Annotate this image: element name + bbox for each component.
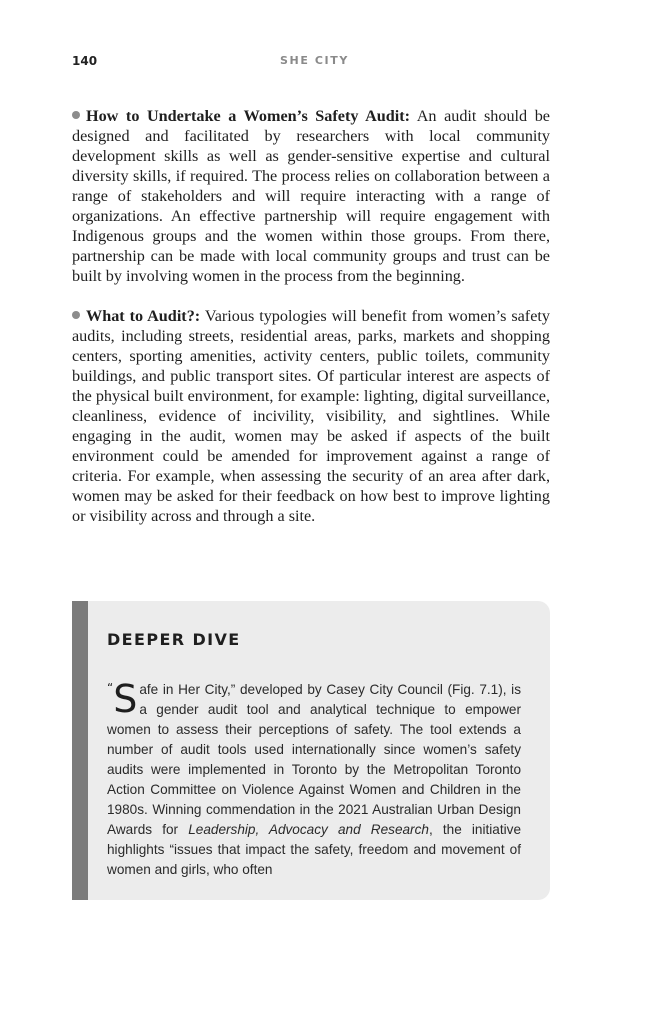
page-header [72,54,550,72]
deeper-dive-box [72,601,550,900]
paragraph-safety-audit [72,106,550,286]
deeper-dive-text-part1: afe in Her City,” developed by Casey City Council (Fig. 7.1), is a gender audit tool and analytical technique to empower women to assess their perceptions of safety. The tool extends a number of audit tools used internationally since women’s safety audits were implemented in Toronto by the Metropolitan Toronto Action Committee on Violence Against Women and Children in the 1980s. Winning commendation in the 2021 Australian Urban Design Awards for [107,682,521,837]
paragraph-heading: How to Undertake a Women’s Safety Audit: [86,107,411,125]
bullet-icon [72,311,80,319]
deeper-dive-accent-bar [72,601,88,900]
running-head: SHE CITY [280,54,349,67]
drop-cap [107,677,138,721]
deeper-dive-title: DEEPER DIVE [107,630,241,649]
paragraph-text: Various typologies will benefit from women’s safety audits, including streets, residential areas, parks, markets and shopping centers, sporting amenities, activity centers, public toilets, community buildings, and public transport sites. Of particular interest are aspects of the physical built environment, for example: lighting, digital surveillance, cleanliness, evidence of incivility, visibility, and sightlines. While engaging in the audit, women may be asked if aspects of the built environment could be amended for improvement against a range of criteria. For example, when assessing the security of an area after dark, women may be asked for their feedback on how best to improve lighting or visibility across and through a site. [72,307,550,525]
open-quote: “ [107,681,114,695]
page-number: 140 [72,54,98,68]
deeper-dive-text [107,677,522,880]
deeper-dive-text-part2: , the initiative highlights “issues that impact the safety, freedom and movement of women and girls, who often [107,822,522,877]
paragraph-heading: What to Audit?: [86,307,201,325]
paragraph-text: An audit should be designed and facilitated by researchers with local community development skills as well as gender-sensitive expertise and cultural diversity skills, if required. The process relies on collaboration between a range of stakeholders and will require interacting with a range of organizations. An effective partnership will require engagement with Indigenous groups and the women within those groups. From there, partnership can be made with local community groups and trust can be built by involving women in the process from the beginning. [72,107,550,285]
award-category: Leadership, Advocacy and Research [188,822,429,837]
bullet-icon [72,111,80,119]
drop-cap-letter: S [113,677,138,721]
paragraph-what-to-audit [72,306,550,526]
